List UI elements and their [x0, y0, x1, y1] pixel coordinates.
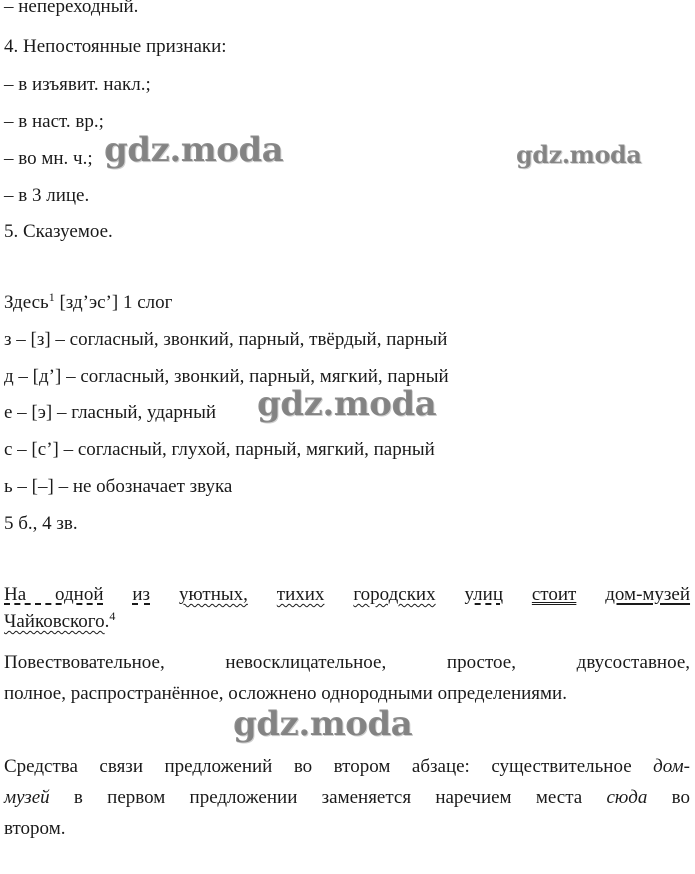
text-line: – в наст. вр.;: [4, 111, 104, 132]
word-attribute: тихих: [276, 584, 325, 605]
text-line: – непереходный.: [4, 0, 139, 17]
italic-term: сюда: [606, 787, 648, 808]
transcription: [зд’эс’] 1 слог: [54, 292, 173, 313]
word-predicate: стоит: [531, 584, 577, 605]
text-line: – в 3 лице.: [4, 185, 90, 206]
word-attribute: Чайковского: [4, 611, 105, 632]
footnote-mark: 1: [48, 290, 55, 304]
analysis-line-2: полное, распространённое, осложнено однородными определениями.: [4, 683, 567, 704]
word-adverbial: из: [132, 584, 151, 605]
phonetic-word: Здесь: [4, 292, 49, 313]
phonetic-row: д – [д’] – согласный, звонкий, парный, мягкий, парный: [4, 366, 449, 387]
phonetic-row: с – [с’] – согласный, глухой, парный, мягкий, парный: [4, 439, 435, 460]
footnote-mark: 4: [109, 609, 116, 623]
phonetic-row: е – [э] – гласный, ударный: [4, 402, 217, 423]
watermark-logo: gdz.moda: [233, 704, 413, 744]
sentence-line-1: [4, 584, 690, 606]
means-line-3: втором.: [4, 818, 66, 839]
phonetic-row: ь – [–] – не обозначает звука: [4, 476, 233, 497]
word-attribute: городских: [353, 584, 436, 605]
text-line: 4. Непостоянные признаки:: [4, 36, 227, 57]
italic-term: музей: [4, 787, 50, 808]
means-line-1: Средства связи предложений во втором абзаце: существительное дом-: [4, 756, 691, 777]
text-line: 5. Сказуемое.: [4, 221, 113, 242]
text-line: – в изъявит. накл.;: [4, 74, 151, 95]
means-line-2: музей в первом предложении заменяется наречием места сюда во: [4, 787, 690, 808]
phonetic-row: з – [з] – согласный, звонкий, парный, твёрдый, парный: [4, 329, 448, 350]
italic-term: дом-: [653, 756, 691, 777]
word-adverbial: На одной: [4, 584, 104, 605]
sentence-end: .: [104, 611, 110, 632]
watermark-logo: gdz.moda: [104, 130, 284, 170]
sentence-line-2: [4, 611, 115, 633]
watermark-logo: gdz.moda: [257, 384, 437, 424]
analysis-line-1: Повествовательное, невосклицательное, простое, двусоставное,: [4, 652, 690, 673]
text-line: – во мн. ч.;: [4, 148, 93, 169]
word-adverbial: улиц: [464, 584, 503, 605]
phonetic-summary: 5 б., 4 зв.: [4, 513, 78, 534]
word-attribute: уютных,: [178, 584, 248, 605]
phonetic-heading: [4, 292, 172, 314]
watermark-logo: gdz.moda: [516, 140, 642, 169]
word-subject: дом-музей: [605, 584, 691, 605]
